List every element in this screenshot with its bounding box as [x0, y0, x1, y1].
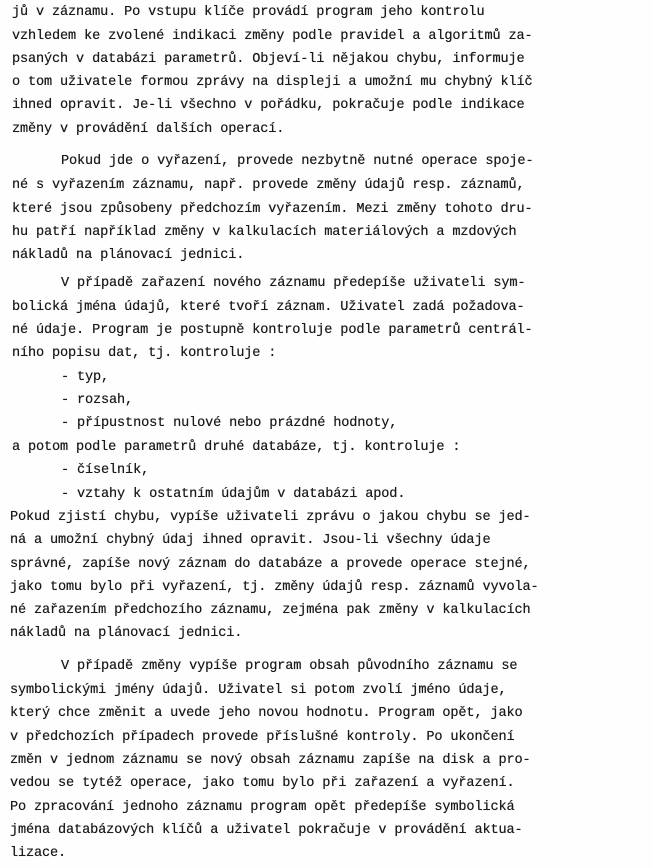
text-line: psaných v databázi parametrů. Objeví-li nějakou chybu, informuje: [12, 52, 525, 67]
text-line: né zařazením předchozího záznamu, zejména pak změny v kalkulacích: [10, 603, 531, 618]
paragraph-first-line: Pokud jde o vyřazení, provede nezbytně nutné operace spoje-: [61, 154, 534, 169]
list-item: - přípustnost nulové nebo prázdné hodnoty,: [61, 416, 398, 431]
text-line: jako tomu bylo při vyřazení, tj. změny údajů resp. záznamů vyvola-: [10, 580, 539, 595]
text-line: bolická jména údajů, které tvoří záznam. Uživatel zadá požadova-: [12, 300, 525, 315]
text-line: který chce změnit a uvede jeho novou hodnotu. Program opět, jako: [10, 706, 523, 721]
text-line: v předchozích případech provede příslušné kontroly. Po ukončení: [10, 730, 515, 745]
text-line: které jsou způsobeny předchozím vyřazením. Mezi změny tohoto dru-: [12, 202, 533, 217]
list-item: - rozsah,: [61, 393, 134, 408]
text-line: né s vyřazením záznamu, např. provede změny údajů resp. záznamů,: [12, 178, 525, 193]
list-item: - typ,: [61, 370, 110, 385]
text-line: Pokud zjistí chybu, vypíše uživateli zprávu o jakou chybu se jed-: [10, 510, 531, 525]
text-line: správné, zapíše nový záznam do databáze a provede operace stejné,: [10, 557, 531, 572]
text-line: ná a umožní chybný údaj ihned opravit. Jsou-li všechny údaje: [10, 533, 491, 548]
text-line: o tom uživatele formou zprávy na displeji a umožní mu chybný klíč: [12, 75, 533, 90]
text-line: změny v provádění dalších operací.: [12, 122, 285, 137]
text-line: hu patří například změny v kalkulacích materiálových a mzdových: [12, 225, 517, 240]
list-item: - vztahy k ostatním údajům v databázi apod.: [61, 487, 406, 502]
text-line: vedou se tytéž operace, jako tomu bylo při zařazení a vyřazení.: [10, 776, 515, 791]
text-line: ního popisu dat, tj. kontroluje :: [12, 346, 277, 361]
text-line: symbolickými jmény údajů. Uživatel si potom zvolí jméno údaje,: [10, 683, 507, 698]
text-line: nákladů na plánovací jednici.: [12, 248, 245, 263]
text-line: a potom podle parametrů druhé databáze, tj. kontroluje :: [12, 440, 461, 455]
text-line: né údaje. Program je postupně kontroluje podle parametrů centrál-: [12, 323, 533, 338]
text-line: změn v jednom záznamu se nový obsah záznamu zapíše na disk a pro-: [10, 753, 531, 768]
text-line: jména databázových klíčů a uživatel pokračuje v provádění aktua-: [10, 823, 523, 838]
text-line: vzhledem ke zvolené indikaci změny podle pravidel a algoritmů za-: [12, 29, 533, 44]
text-line: jů v záznamu. Po vstupu klíče provádí program jeho kontrolu: [12, 5, 485, 20]
paragraph-first-line: V případě zařazení nového záznamu předepíše uživateli sym-: [61, 276, 526, 291]
paragraph-first-line: V případě změny vypíše program obsah původního záznamu se: [61, 659, 518, 674]
list-item: - číselník,: [61, 463, 150, 478]
text-line: lizace.: [10, 846, 67, 861]
text-line: nákladů na plánovací jednici.: [10, 626, 243, 641]
text-line: Po zpracování jednoho záznamu program opět předepíše symbolická: [10, 800, 515, 815]
text-line: ihned opravit. Je-li všechno v pořádku, pokračuje podle indikace: [12, 98, 525, 113]
